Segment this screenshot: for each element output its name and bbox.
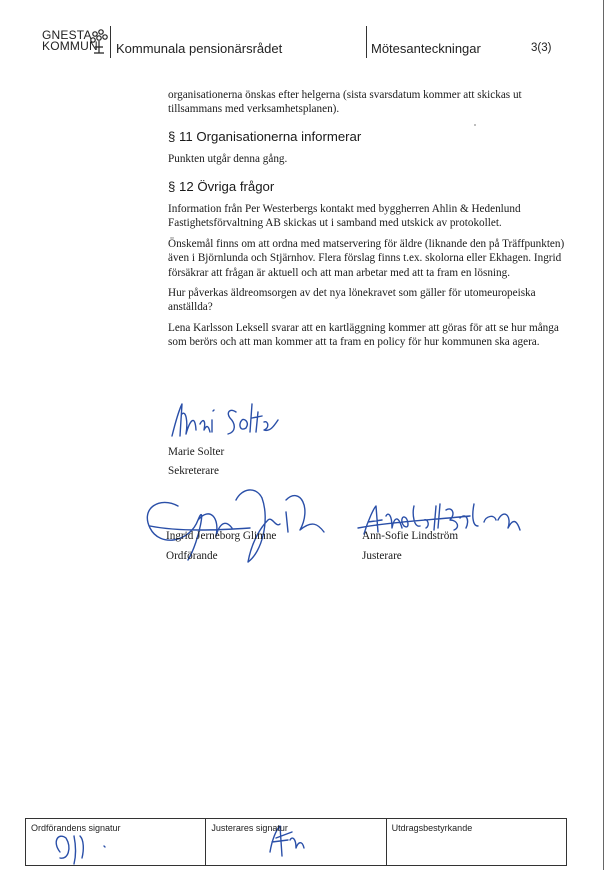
certification-label: Utdragsbestyrkande <box>391 823 473 833</box>
logo-text-kommun: KOMMUN <box>42 39 98 53</box>
signature-footer <box>25 818 567 866</box>
organization-name: Kommunala pensionärsrådet <box>116 41 283 56</box>
chair-role: Ordförande <box>166 550 218 562</box>
adjuster-name: Ann-Sofie Lindström <box>362 530 459 542</box>
section-12-paragraph: Hur påverkas äldreomsorgen av det nya lönekravet som gäller för utomeuropeiska anställda? <box>168 287 536 314</box>
section-12-heading: § 12 Övriga frågor <box>168 178 275 194</box>
coat-of-arms-icon <box>89 27 109 57</box>
secretary-role: Sekreterare <box>168 465 219 477</box>
header-divider <box>366 26 367 58</box>
section-12-paragraph: Information från Per Westerbergs kontakt med byggherren Ahlin & Hedenlund Fastighetsförvaltning AB skickas ut i samband med utskick av protokollet. <box>168 203 521 230</box>
document-body <box>168 88 568 356</box>
secretary-name: Marie Solter <box>168 446 225 458</box>
secretary-signature <box>172 404 278 436</box>
section-11-text: Punkten utgår denna gång. <box>168 153 288 166</box>
certification-box <box>387 819 566 865</box>
page-number: 3(3) <box>531 42 552 54</box>
chair-signature-box <box>26 819 206 865</box>
adjuster-signature-label: Justerares signatur <box>211 823 288 833</box>
logo-text-gnesta: GNESTA <box>42 28 92 42</box>
adjuster-role: Justerare <box>362 550 402 562</box>
intro-paragraph: organisationerna önskas efter helgerna (sista svarsdatum kommer att skickas ut tillsammans med verksamhetsplanen). <box>168 89 522 116</box>
document-type: Mötesanteckningar <box>371 41 481 56</box>
section-11-heading: § 11 Organisationerna informerar <box>168 128 362 144</box>
chair-name: Ingrid Jerneborg Glimne <box>166 530 277 542</box>
chair-signature-label: Ordförandens signatur <box>31 823 121 833</box>
section-12-paragraph: Önskemål finns om att ordna med matservering för äldre (liknande den på Träffpunkten) även i Björnlunda och Stjärnhov. Flera förslag finns t.ex. skolorna eller Ekhagen. Ingrid försäkrar att frågan är aktuell och att man arbetar med att ta fram en lösning. <box>168 237 565 279</box>
section-12-paragraph: Lena Karlsson Leksell svarar att en kartläggning kommer att göras för att se hur många som berörs och att man kommer att ta fram en policy för hur kommunen ska agera. <box>168 321 559 349</box>
header-divider <box>110 26 111 58</box>
scan-edge <box>603 0 604 870</box>
adjuster-signature-box <box>206 819 386 865</box>
